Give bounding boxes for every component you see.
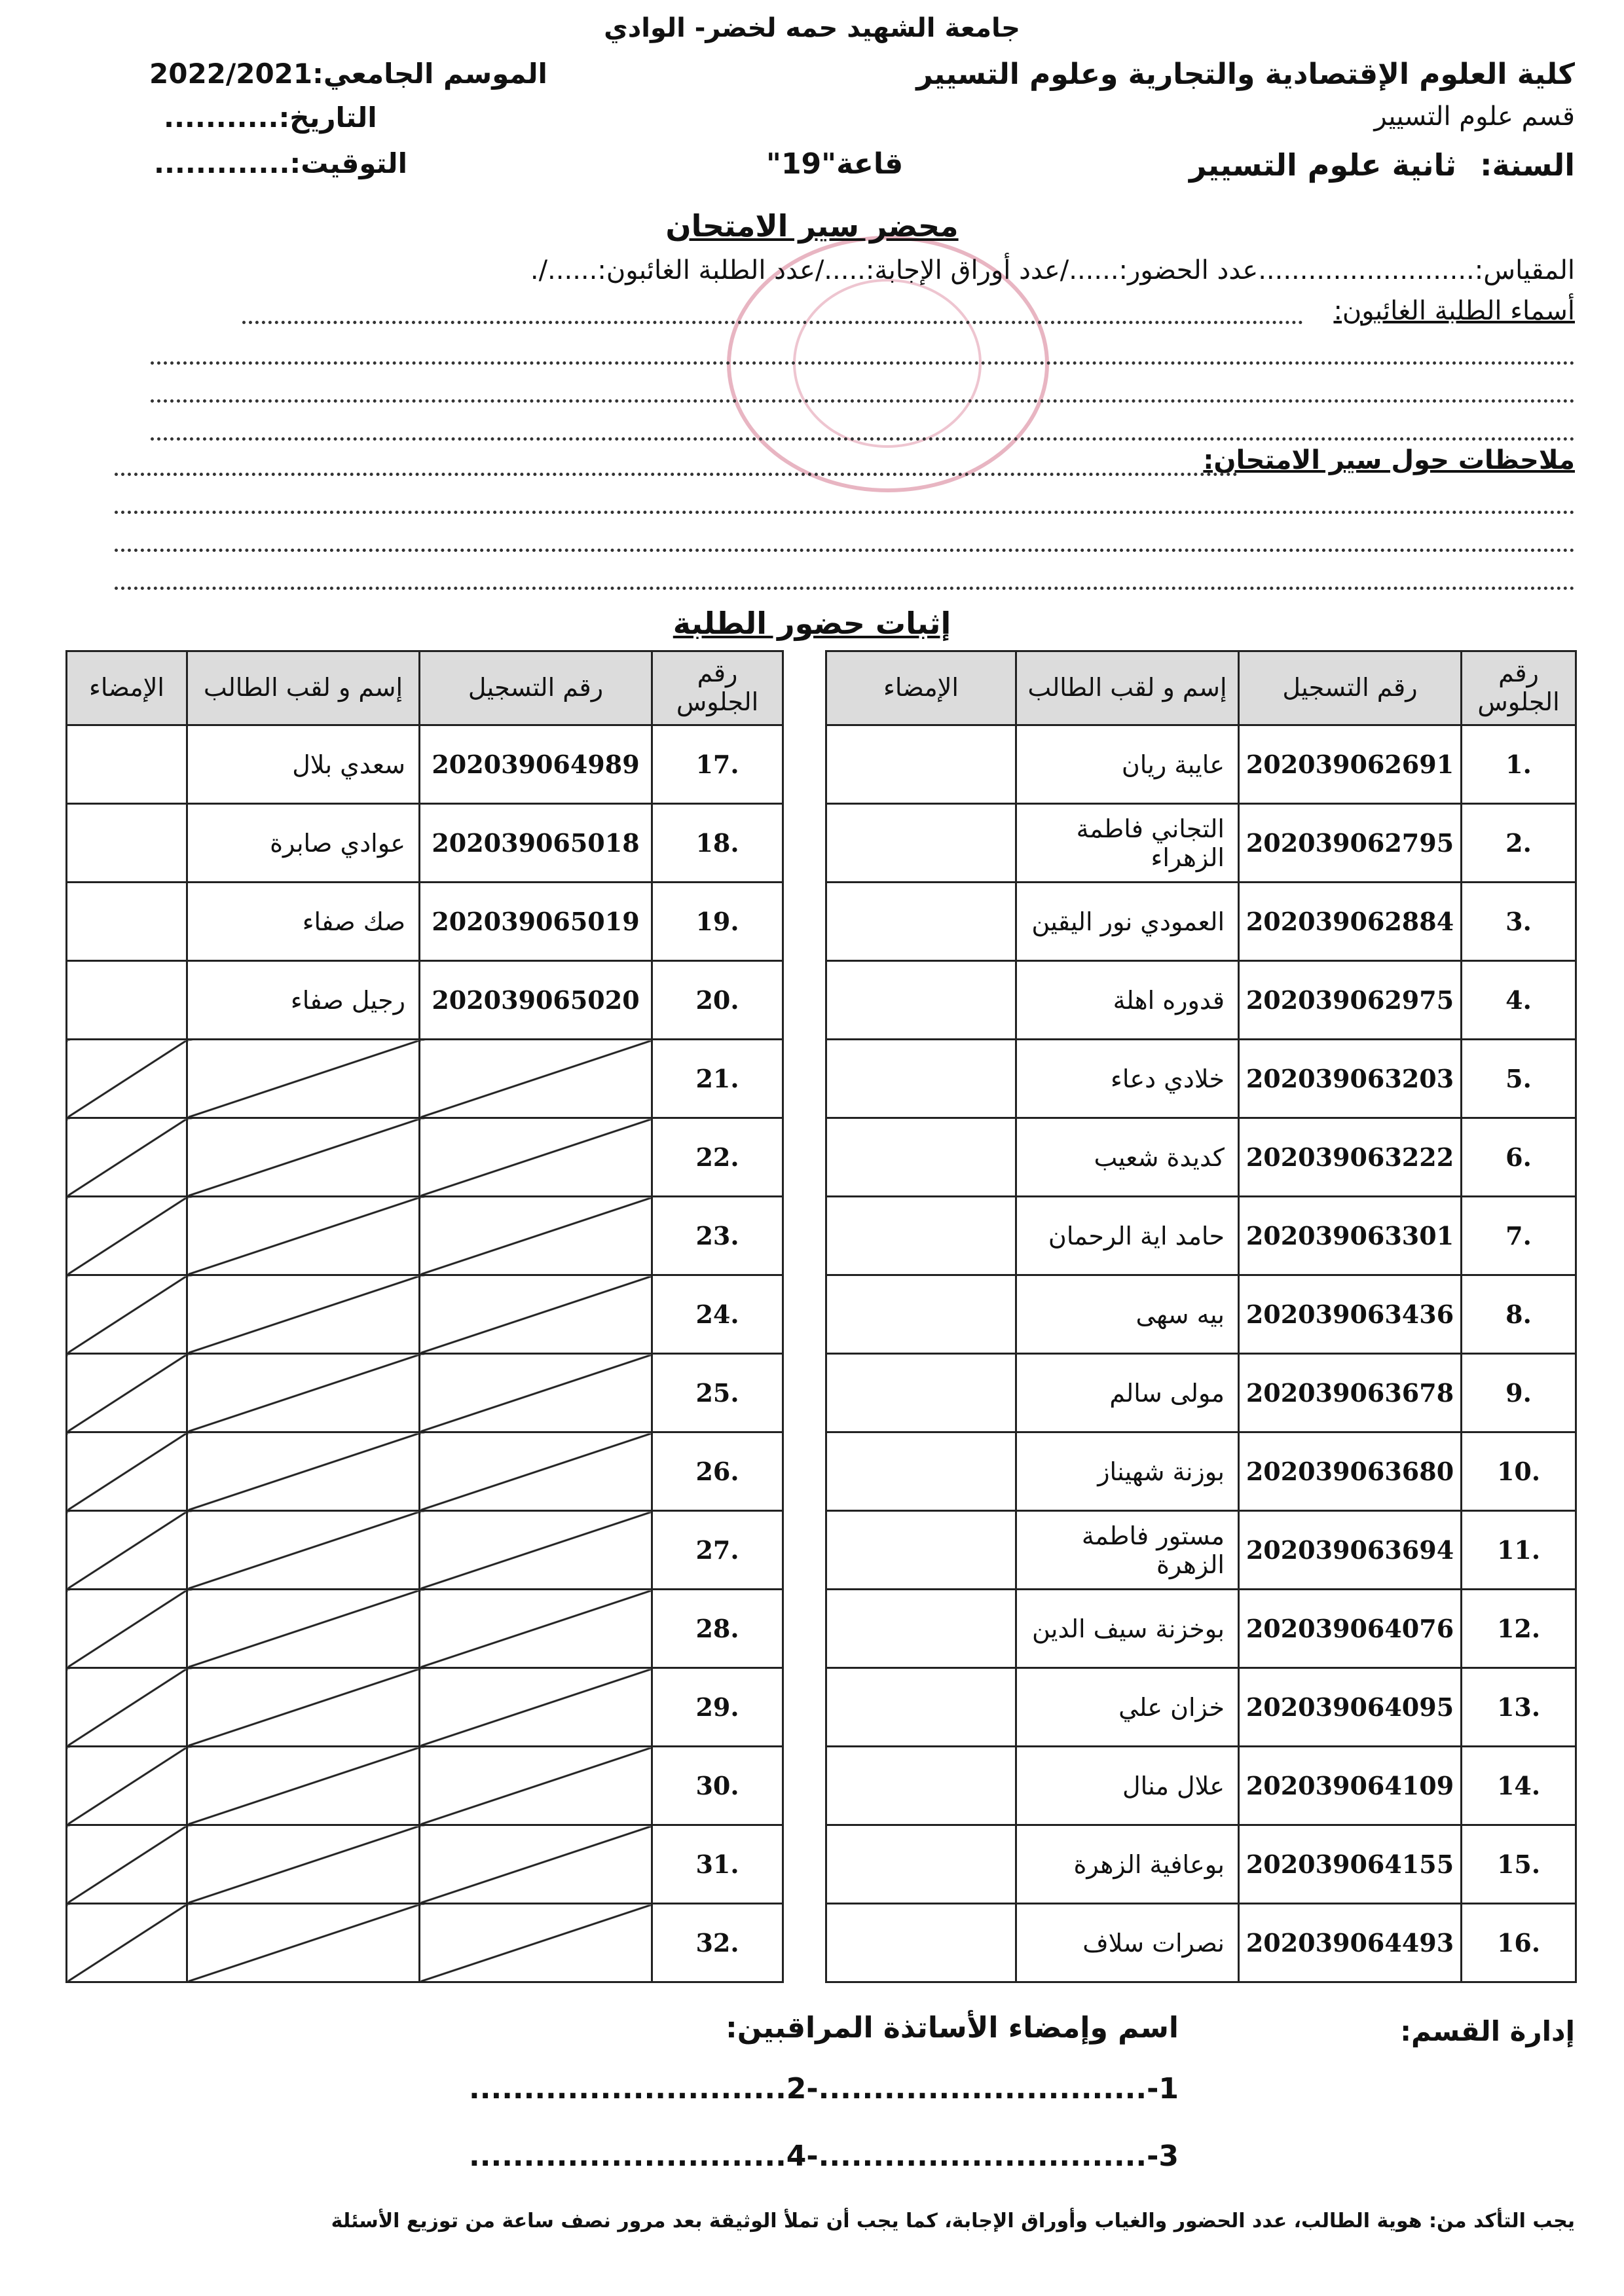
signature-cell xyxy=(67,804,187,883)
department-name: قسم علوم التسيير xyxy=(1374,101,1575,132)
signature-cell xyxy=(826,1747,1016,1825)
seat-number: 23. xyxy=(652,1197,783,1275)
date-field: التاريخ:........... xyxy=(164,101,377,134)
table-row xyxy=(67,883,783,961)
table-row xyxy=(67,725,783,804)
remarks-line xyxy=(115,511,1575,514)
proctor-signature-line: 3-..............................-4............................. xyxy=(469,2140,1179,2173)
signature-cell xyxy=(67,1354,187,1432)
seat-number: 18. xyxy=(652,804,783,883)
registration-number: 202039063222 xyxy=(1239,1118,1462,1197)
student-name xyxy=(187,1432,420,1511)
student-name xyxy=(187,1825,420,1904)
absent-students-label: أسماء الطلبة الغائبون: xyxy=(1333,296,1575,326)
student-name xyxy=(187,1511,420,1590)
table-row xyxy=(826,1275,1576,1354)
signature-cell xyxy=(67,1668,187,1747)
module-line: المقياس:..........................عدد الحضور:....../عدد أوراق الإجابة:...../عدد الطلبة الغائبون:....../. xyxy=(530,255,1575,285)
hall-number: قاعة"19" xyxy=(766,147,904,181)
signature-header: الإمضاء xyxy=(67,651,187,725)
signature-cell xyxy=(826,1354,1016,1432)
seat-number: 27. xyxy=(652,1511,783,1590)
registration-number: 202039062795 xyxy=(1239,804,1462,883)
absent-line xyxy=(242,321,1303,324)
student-name: نصرات سلاف xyxy=(1016,1904,1239,1982)
registration-number: 202039063680 xyxy=(1239,1432,1462,1511)
student-name: علال منال xyxy=(1016,1747,1239,1825)
student-name: قدوره اهلة xyxy=(1016,961,1239,1040)
student-name-header: إسم و لقب الطالب xyxy=(187,651,420,725)
registration-number xyxy=(420,1432,652,1511)
registration-number: 202039064076 xyxy=(1239,1590,1462,1668)
seat-number: 3. xyxy=(1462,883,1576,961)
seat-number: 11. xyxy=(1462,1511,1576,1590)
attendance-table-right xyxy=(825,650,1577,1983)
signature-header: الإمضاء xyxy=(826,651,1016,725)
seat-number: 6. xyxy=(1462,1118,1576,1197)
student-name: مستور فاطمة الزهرة xyxy=(1016,1511,1239,1590)
registration-number: 202039064155 xyxy=(1239,1825,1462,1904)
seat-number: 4. xyxy=(1462,961,1576,1040)
table-row xyxy=(826,1118,1576,1197)
university-name: جامعة الشهيد حمه لخضر- الوادي xyxy=(604,13,1020,43)
table-row xyxy=(826,1040,1576,1118)
seat-number: 19. xyxy=(652,883,783,961)
table-row xyxy=(67,1668,783,1747)
signature-cell xyxy=(826,725,1016,804)
seat-number: 28. xyxy=(652,1590,783,1668)
registration-number: 202039065020 xyxy=(420,961,652,1040)
registration-number: 202039063694 xyxy=(1239,1511,1462,1590)
registration-number xyxy=(420,1040,652,1118)
table-row xyxy=(826,1354,1576,1432)
registration-number: 202039063301 xyxy=(1239,1197,1462,1275)
signature-cell xyxy=(826,961,1016,1040)
seat-number: 8. xyxy=(1462,1275,1576,1354)
table-row xyxy=(826,1904,1576,1982)
table-row xyxy=(67,1432,783,1511)
registration-number: 202039064095 xyxy=(1239,1668,1462,1747)
registration-number xyxy=(420,1511,652,1590)
signature-cell xyxy=(67,1197,187,1275)
registration-number xyxy=(420,1590,652,1668)
registration-header: رقم التسجيل xyxy=(420,651,652,725)
signature-cell xyxy=(826,1904,1016,1982)
signature-cell xyxy=(67,1040,187,1118)
seat-number: 25. xyxy=(652,1354,783,1432)
seat-number: 30. xyxy=(652,1747,783,1825)
seat-number: 31. xyxy=(652,1825,783,1904)
signature-cell xyxy=(67,1747,187,1825)
registration-number xyxy=(420,1197,652,1275)
absent-line xyxy=(151,437,1575,441)
table-row xyxy=(826,1668,1576,1747)
student-name: بوعافية الزهرة xyxy=(1016,1825,1239,1904)
student-name: بوزنة شهيناز xyxy=(1016,1432,1239,1511)
student-name: صك صفاء xyxy=(187,883,420,961)
signature-cell xyxy=(826,883,1016,961)
student-name: خلادي دعاء xyxy=(1016,1040,1239,1118)
signature-cell xyxy=(826,1511,1016,1590)
table-row xyxy=(826,1747,1576,1825)
registration-number: 202039063203 xyxy=(1239,1040,1462,1118)
seat-number: 29. xyxy=(652,1668,783,1747)
table-row xyxy=(826,1511,1576,1590)
registration-number xyxy=(420,1118,652,1197)
seat-number: 15. xyxy=(1462,1825,1576,1904)
registration-header: رقم التسجيل xyxy=(1239,651,1462,725)
registration-number: 202039065018 xyxy=(420,804,652,883)
seat-header: رقم الجلوس xyxy=(652,651,783,725)
attendance-table-left xyxy=(65,650,784,1983)
student-name: التجاني فاطمة الزهراء xyxy=(1016,804,1239,883)
student-name: مولى سالم xyxy=(1016,1354,1239,1432)
report-title: محضر سير الامتحان xyxy=(665,208,959,244)
registration-number: 202039064109 xyxy=(1239,1747,1462,1825)
signature-cell xyxy=(67,1511,187,1590)
date-label: التاريخ: xyxy=(278,101,377,134)
table-row xyxy=(67,1904,783,1982)
student-name: رجيل صفاء xyxy=(187,961,420,1040)
student-name: عوادي صابرة xyxy=(187,804,420,883)
proctor-signature-line: 1-..............................-2............................. xyxy=(469,2072,1179,2105)
student-name xyxy=(187,1118,420,1197)
student-name xyxy=(187,1590,420,1668)
seat-header: رقم الجلوس xyxy=(1462,651,1576,725)
registration-number: 202039064493 xyxy=(1239,1904,1462,1982)
student-name xyxy=(187,1747,420,1825)
registration-number: 202039065019 xyxy=(420,883,652,961)
year-label: السنة: xyxy=(1480,147,1575,183)
remarks-line xyxy=(115,473,1238,476)
absent-line xyxy=(151,399,1575,403)
registration-number xyxy=(420,1668,652,1747)
student-name xyxy=(187,1040,420,1118)
seat-number: 9. xyxy=(1462,1354,1576,1432)
registration-number: 202039064989 xyxy=(420,725,652,804)
time-label: التوقيت: xyxy=(289,147,407,179)
student-name: بوخزنة سيف الدين xyxy=(1016,1590,1239,1668)
table-row xyxy=(67,1118,783,1197)
signature-cell xyxy=(67,1118,187,1197)
instructions-note: يجب التأكد من: هوية الطالب، عدد الحضور والغياب وأوراق الإجابة، كما يجب أن تملأ الوثيقة بعد مرور نصف ساعة من توزيع الأسئلة xyxy=(331,2210,1575,2232)
table-row xyxy=(67,1747,783,1825)
signature-cell xyxy=(67,1825,187,1904)
signature-cell xyxy=(67,725,187,804)
signature-cell xyxy=(826,804,1016,883)
registration-number xyxy=(420,1825,652,1904)
student-name xyxy=(187,1275,420,1354)
student-name: كديدة شعيب xyxy=(1016,1118,1239,1197)
seat-number: 26. xyxy=(652,1432,783,1511)
student-name: حامد اية الرحمان xyxy=(1016,1197,1239,1275)
table-row xyxy=(67,1354,783,1432)
faculty-name: كلية العلوم الإقتصادية والتجارية وعلوم التسيير xyxy=(916,58,1575,91)
student-name: خزان علي xyxy=(1016,1668,1239,1747)
table-row xyxy=(67,961,783,1040)
seat-number: 14. xyxy=(1462,1747,1576,1825)
registration-number: 202039063436 xyxy=(1239,1275,1462,1354)
table-row xyxy=(826,1432,1576,1511)
signature-cell xyxy=(67,1275,187,1354)
registration-number xyxy=(420,1354,652,1432)
remarks-line xyxy=(115,549,1575,552)
table-row xyxy=(67,1590,783,1668)
table-row xyxy=(826,1197,1576,1275)
registration-number: 202039062975 xyxy=(1239,961,1462,1040)
seat-number: 10. xyxy=(1462,1432,1576,1511)
registration-number xyxy=(420,1747,652,1825)
department-admin-label: إدارة القسم: xyxy=(1400,2015,1575,2047)
signature-cell xyxy=(826,1432,1016,1511)
signature-cell xyxy=(67,1590,187,1668)
signature-cell xyxy=(67,883,187,961)
signature-cell xyxy=(67,1904,187,1982)
student-name xyxy=(187,1354,420,1432)
table-row xyxy=(67,804,783,883)
academic-season: الموسم الجامعي:2022/2021 xyxy=(149,58,547,90)
signature-cell xyxy=(826,1668,1016,1747)
table-row xyxy=(67,1040,783,1118)
signature-cell xyxy=(67,1432,187,1511)
table-row xyxy=(826,804,1576,883)
student-name xyxy=(187,1668,420,1747)
year-field xyxy=(1189,147,1575,183)
seat-number: 16. xyxy=(1462,1904,1576,1982)
seat-number: 12. xyxy=(1462,1590,1576,1668)
table-row xyxy=(67,1511,783,1590)
seat-number: 2. xyxy=(1462,804,1576,883)
signature-cell xyxy=(826,1040,1016,1118)
student-name: عايبة ريان xyxy=(1016,725,1239,804)
remarks-line xyxy=(115,587,1575,590)
table-row xyxy=(826,1590,1576,1668)
registration-number: 202039062691 xyxy=(1239,725,1462,804)
signature-cell xyxy=(826,1197,1016,1275)
seat-number: 21. xyxy=(652,1040,783,1118)
table-row xyxy=(67,1197,783,1275)
seat-number: 5. xyxy=(1462,1040,1576,1118)
student-name: سعدي بلال xyxy=(187,725,420,804)
remarks-label: ملاحظات حول سير الامتحان: xyxy=(1203,445,1575,475)
signature-cell xyxy=(67,961,187,1040)
signature-cell xyxy=(826,1590,1016,1668)
student-name: بيه سهى xyxy=(1016,1275,1239,1354)
registration-number xyxy=(420,1275,652,1354)
seat-number: 24. xyxy=(652,1275,783,1354)
seat-number: 13. xyxy=(1462,1668,1576,1747)
student-name xyxy=(187,1197,420,1275)
table-row xyxy=(826,883,1576,961)
registration-number xyxy=(420,1904,652,1982)
seat-number: 17. xyxy=(652,725,783,804)
table-row xyxy=(826,1825,1576,1904)
table-row xyxy=(826,961,1576,1040)
seat-number: 7. xyxy=(1462,1197,1576,1275)
time-field: التوقيت:............. xyxy=(154,147,407,179)
signature-cell xyxy=(826,1275,1016,1354)
registration-number: 202039063678 xyxy=(1239,1354,1462,1432)
table-row xyxy=(67,1275,783,1354)
year-value: ثانية علوم التسيير xyxy=(1189,147,1457,183)
proctors-label: اسم وإمضاء الأساتذة المراقبين: xyxy=(726,2011,1179,2045)
seat-number: 1. xyxy=(1462,725,1576,804)
seat-number: 22. xyxy=(652,1118,783,1197)
seat-number: 32. xyxy=(652,1904,783,1982)
student-name xyxy=(187,1904,420,1982)
table-row xyxy=(67,1825,783,1904)
student-name-header: إسم و لقب الطالب xyxy=(1016,651,1239,725)
student-name: العمودي نور اليقين xyxy=(1016,883,1239,961)
absent-line xyxy=(151,361,1575,365)
attendance-title: إثبات حضور الطلبة xyxy=(673,606,951,641)
table-row xyxy=(826,725,1576,804)
signature-cell xyxy=(826,1825,1016,1904)
signature-cell xyxy=(826,1118,1016,1197)
registration-number: 202039062884 xyxy=(1239,883,1462,961)
seat-number: 20. xyxy=(652,961,783,1040)
